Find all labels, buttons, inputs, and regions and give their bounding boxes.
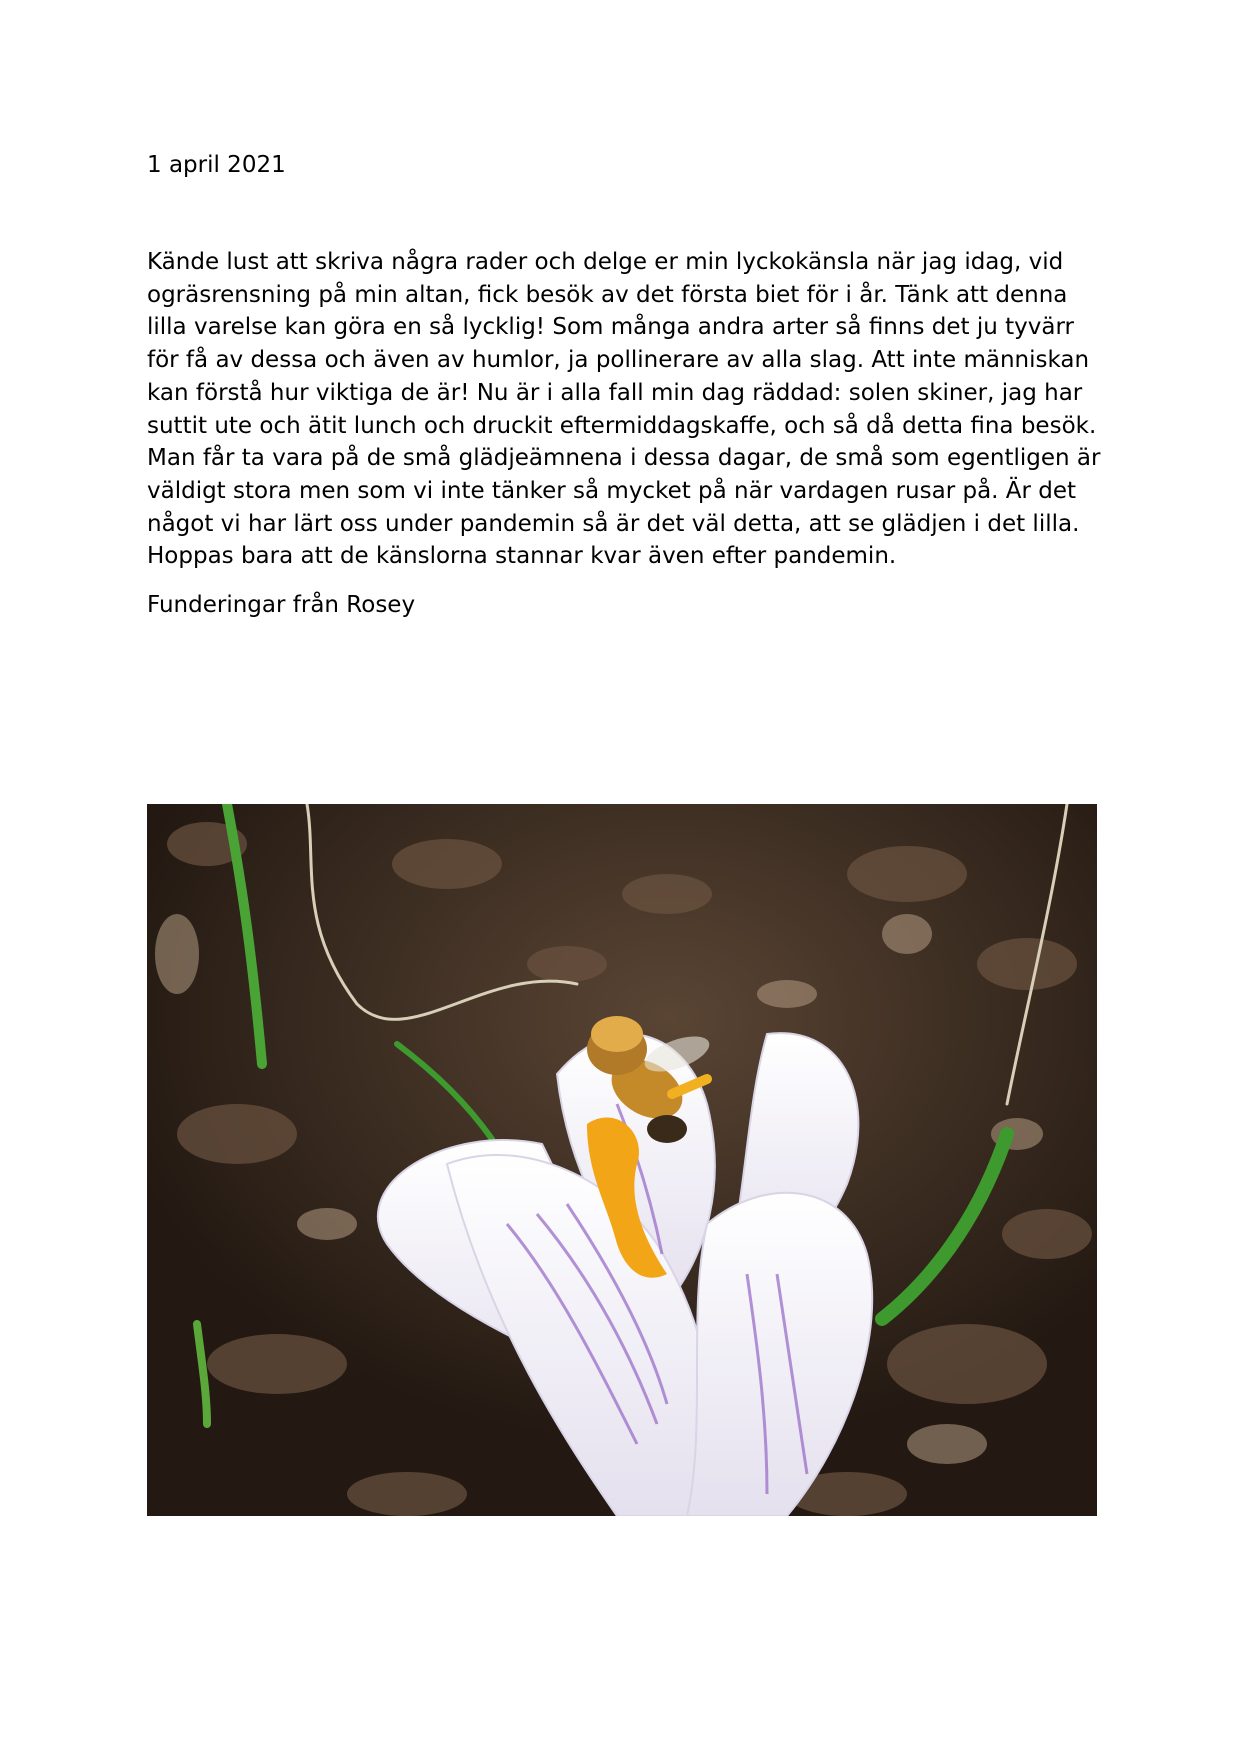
signature: Funderingar från Rosey [147,592,416,618]
crocus-bee-photo [147,804,1097,1516]
document-date: 1 april 2021 [147,152,286,178]
photo-illustration [147,804,1097,1516]
paragraph-1: Kände lust att skriva några rader och delge er min lyckokänsla när jag idag, vid ogräsrensning på min altan, fick besök av det första biet för i år. Tänk att denna lilla varelse kan göra en så lycklig! Som många andra arter så finns det ju tyvärr för få av dessa och även av humlor, ja pollinerare av alla slag. Att inte människan kan förstå hur viktiga de är! Nu är i alla fall min dag räddad: solen skiner, jag har suttit ute och ätit lunch och druckit eftermiddagskaffe, och så då detta fina besök. [147,249,1097,439]
paragraph-2: Man får ta vara på de små glädjeämnena i dessa dagar, de små som egentligen är väldigt stora men som vi inte tänker så mycket på när vardagen rusar på. Är det något vi har lärt oss under pandemin så är det väl detta, att se glädjen i det lilla. Hoppas bara att de känslorna stannar kvar även efter pandemin. [147,445,1101,570]
document-body [147,246,1107,573]
